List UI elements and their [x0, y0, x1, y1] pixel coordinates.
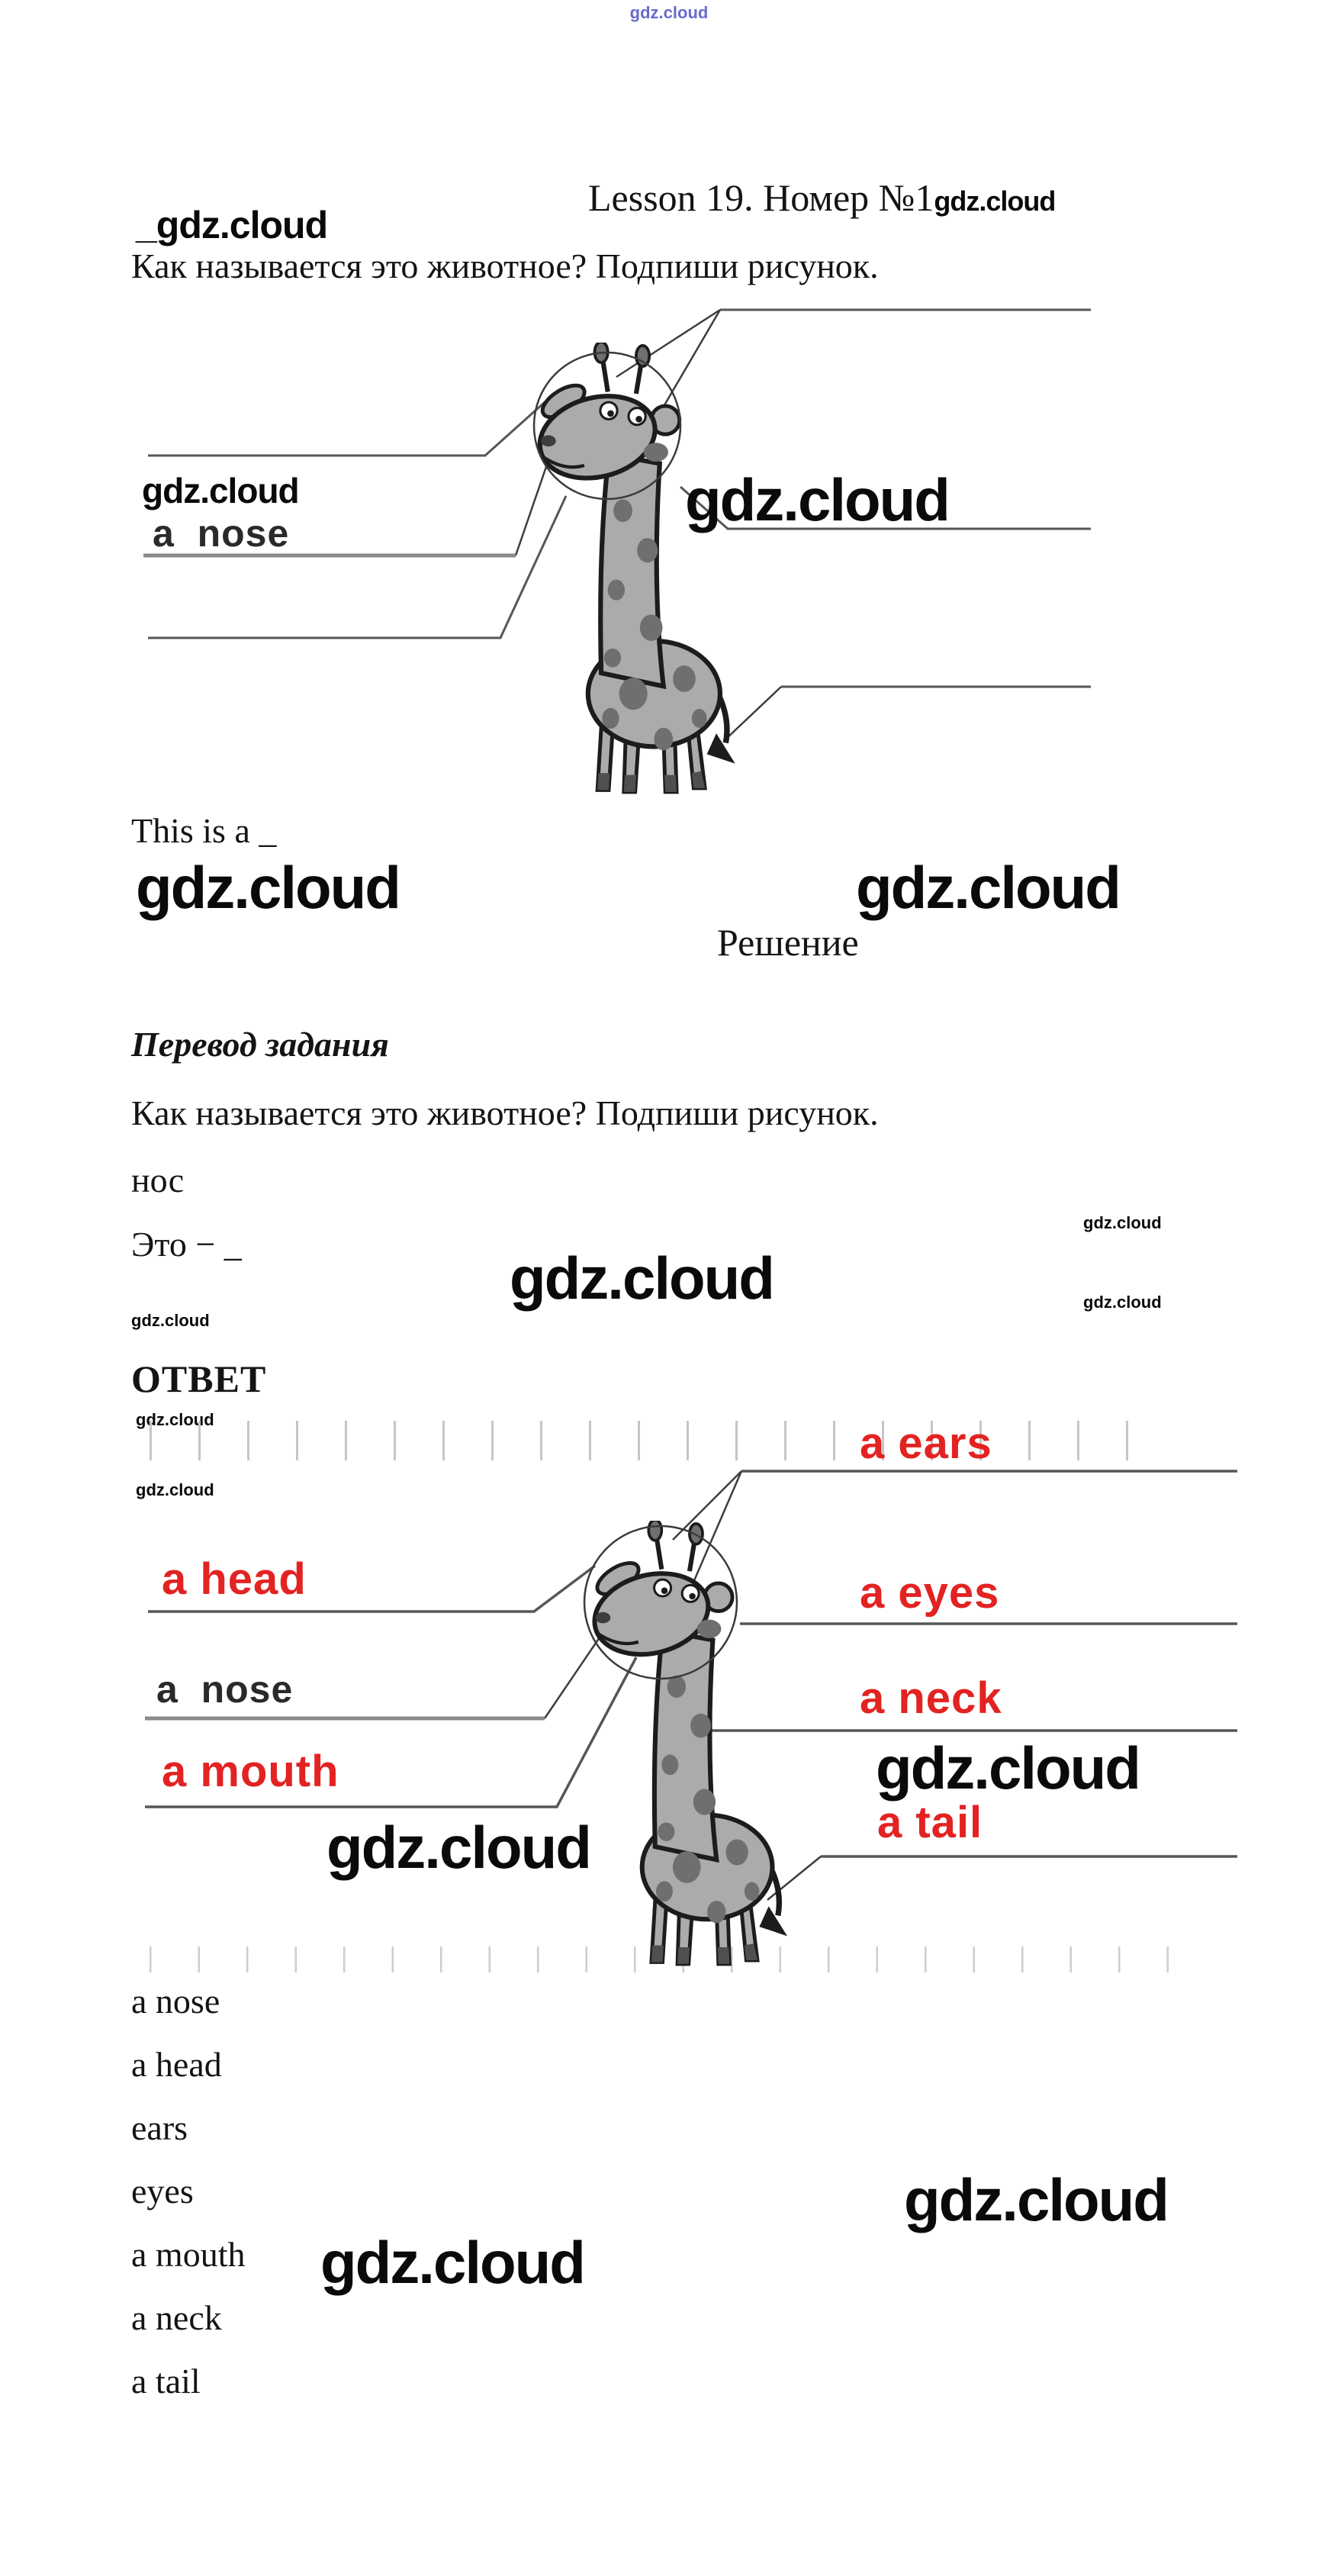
answer-list-item: ears — [131, 2108, 188, 2147]
translation-question: Как называется это животное? Подпиши рисунок. — [131, 1093, 879, 1132]
answer-list-item: a tail — [131, 2362, 201, 2401]
translation-nos: нос — [131, 1161, 185, 1199]
figure1-nose-label: a nose — [153, 512, 290, 555]
answer-label-neck: a neck — [860, 1673, 1002, 1723]
watermark-big-left: gdz.cloud — [136, 854, 400, 921]
answer-figure-illustration — [139, 1404, 1251, 1995]
answer-label-nose: a nose — [156, 1668, 294, 1711]
task-question: Как называется это животное? Подпиши рисунок. — [131, 246, 879, 285]
answer-list-item: a neck — [131, 2298, 222, 2337]
figure1-watermark-big: gdz.cloud — [685, 466, 949, 533]
translation-eto: Это − _ — [131, 1225, 242, 1264]
watermark-small-right-1: gdz.cloud — [1083, 1213, 1162, 1232]
answer-label-ears: a ears — [860, 1418, 992, 1468]
title-watermark: gdz.cloud — [934, 185, 1056, 217]
question-figure — [142, 296, 1095, 796]
watermark-small-left-2: gdz.cloud — [136, 1410, 214, 1429]
answer-label-mouth: a mouth — [162, 1747, 339, 1796]
top-watermark: gdz.cloud — [629, 3, 709, 22]
watermark-small-left-3: gdz.cloud — [136, 1480, 214, 1499]
answer-label-eyes: a eyes — [860, 1568, 1000, 1618]
answer-list-item: eyes — [131, 2172, 194, 2211]
answer-list-item: a mouth — [131, 2235, 246, 2274]
answer-heading: ОТВЕТ — [131, 1357, 267, 1400]
answer-list-item: a nose — [131, 1982, 220, 2021]
watermark-small-right-2: gdz.cloud — [1083, 1293, 1162, 1312]
reshenie-label: Решение — [717, 921, 859, 964]
figure1-watermark-left: gdz.cloud — [142, 471, 299, 510]
page-title — [576, 162, 1055, 233]
watermark-big-right: gdz.cloud — [856, 854, 1120, 921]
watermark-big-center: gdz.cloud — [510, 1245, 774, 1312]
answer-list-item: a head — [131, 2045, 222, 2084]
translation-heading: Перевод задания — [131, 1025, 389, 1064]
watermark-big-list-center: gdz.cloud — [320, 2229, 584, 2296]
figure2-watermark-center: gdz.cloud — [326, 1814, 590, 1881]
watermark-small-left-1: gdz.cloud — [131, 1311, 210, 1330]
answer-label-head: a head — [162, 1554, 307, 1604]
corner-watermark: _gdz.cloud — [136, 204, 328, 246]
figure2-watermark-right: gdz.cloud — [876, 1734, 1140, 1802]
answer-label-tail: a tail — [877, 1798, 983, 1847]
watermark-big-list-right: gdz.cloud — [904, 2166, 1168, 2233]
answer-figure — [139, 1404, 1251, 1995]
lesson-title: Lesson 19. Номер №1 — [588, 176, 934, 219]
this-is-a-line: This is a _ — [131, 811, 277, 850]
